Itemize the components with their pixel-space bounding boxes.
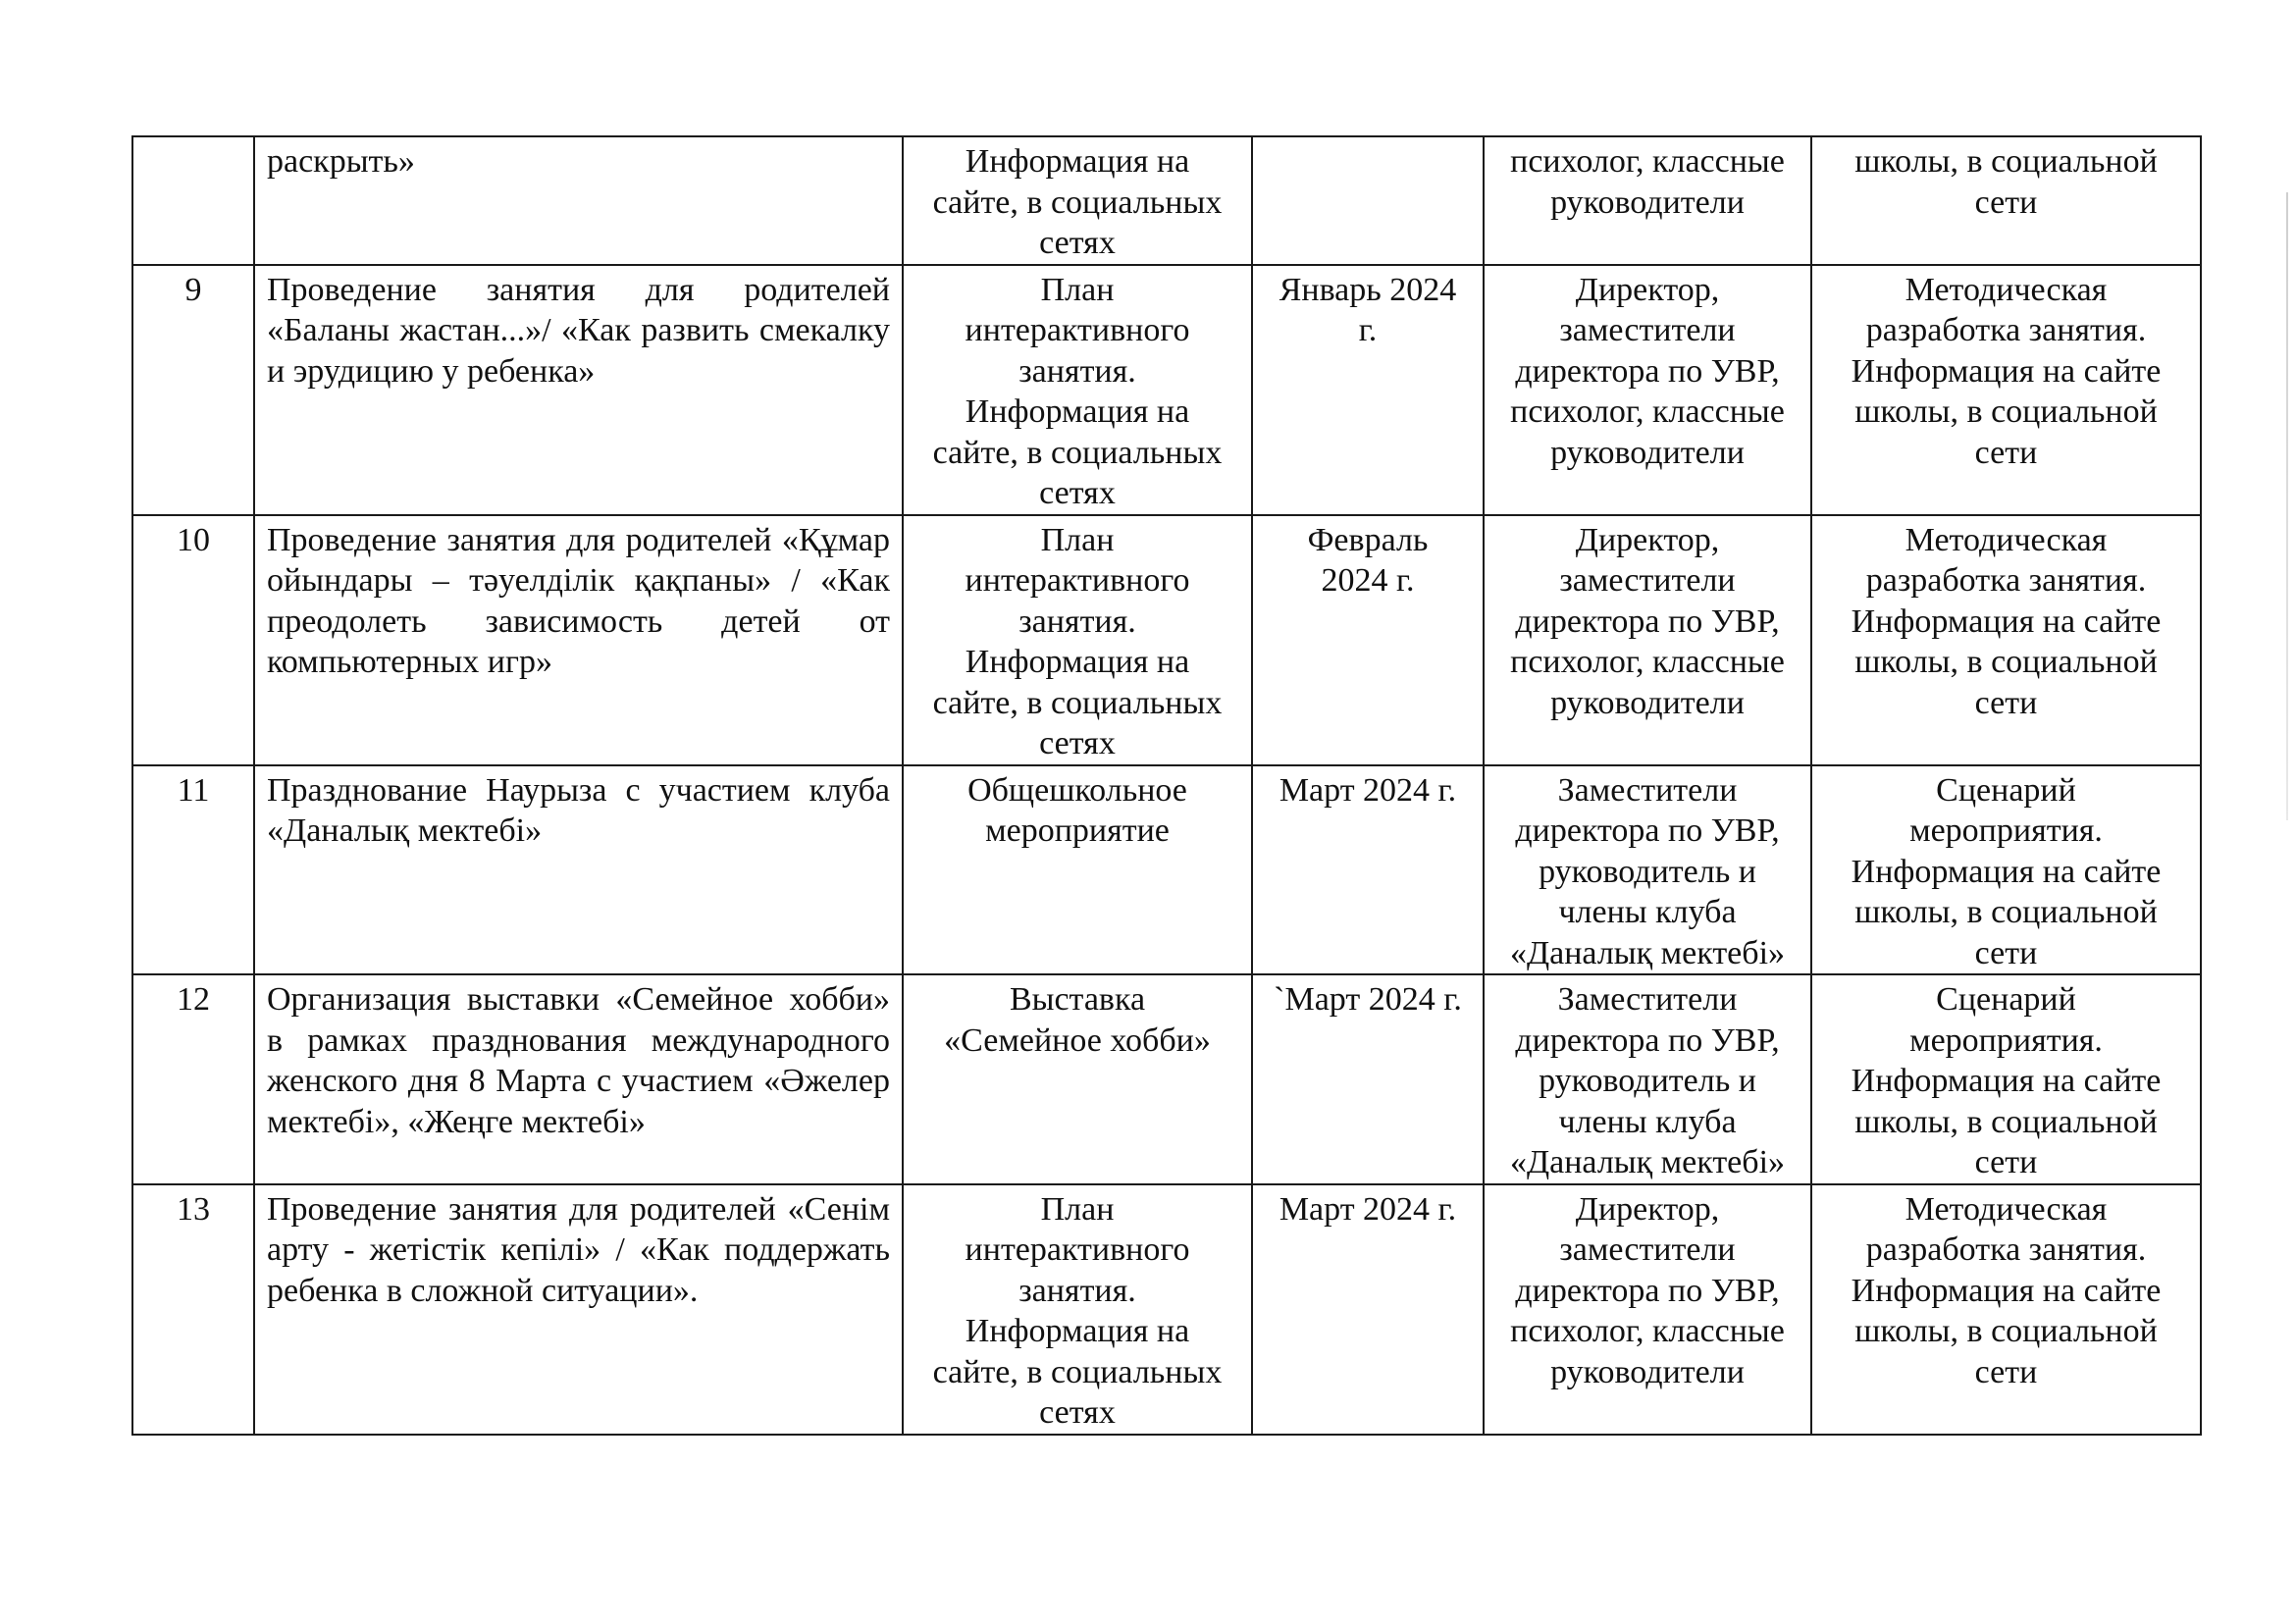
date-cell [1252,1184,1484,1435]
responsible-text: Заместители директора по УВР, руководитель и члены клуба «Даналық мектебі» [1509,771,1786,971]
form-cell [903,515,1252,765]
form-text: Информация на сайте, в социальных сетях [932,143,1223,261]
result-cell [1811,765,2201,975]
result-text: школы, в социальной сети [1854,143,2158,221]
row-number: 13 [177,1190,210,1228]
table-row [132,515,2201,765]
form-cell [903,1184,1252,1435]
form-cell [903,974,1252,1184]
event-text: Проведение занятия для родителей «Сенім арту - жетістік кепілі» / «Как поддержать ребенка в сложной ситуации». [267,1190,890,1309]
responsible-text: Директор, заместители директора по УВР, психолог, классные руководители [1510,521,1785,721]
date-cell [1252,265,1484,515]
event-plan-table [131,135,2202,1436]
scan-edge-mark [2286,192,2288,820]
result-text: Сценарий мероприятия. Информация на сайте школы, в социальной сети [1851,981,2162,1180]
event-text: Празднование Наурыза с участием клуба «Даналық мектебі» [267,771,890,849]
responsible-cell [1484,765,1811,975]
form-text: Общешкольное мероприятие [967,771,1187,849]
responsible-text: Директор, заместители директора по УВР, психолог, классные руководители [1510,1190,1785,1390]
table-row [132,765,2201,975]
result-cell [1811,136,2201,265]
event-text: Проведение занятия для родителей «Құмар ойындары – тәуелділік қақпаны» / «Как преодолеть зависимость детей от компьютерных игр» [267,521,890,680]
responsible-cell [1484,265,1811,515]
result-text: Сценарий мероприятия. Информация на сайте школы, в социальной сети [1851,771,2162,971]
event-cell [254,974,903,1184]
table-row [132,974,2201,1184]
responsible-text: психолог, классные руководители [1510,143,1785,221]
result-text: Методическая разработка занятия. Информация на сайте школы, в социальной сети [1851,271,2162,471]
result-cell [1811,974,2201,1184]
row-number: 11 [177,771,210,809]
event-cell [254,765,903,975]
row-number-cell [132,1184,254,1435]
table-row [132,265,2201,515]
event-cell [254,515,903,765]
event-text: Организация выставки «Семейное хобби» в рамках празднования международного женского дня 8 Марта с участием «Әжелер мектебі», «Жеңге мектебі» [267,981,890,1140]
responsible-text: Заместители директора по УВР, руководитель и члены клуба «Даналық мектебі» [1509,981,1786,1180]
row-number: 12 [177,981,210,1018]
event-cell [254,265,903,515]
result-cell [1811,265,2201,515]
table-row [132,136,2201,265]
form-cell [903,265,1252,515]
row-number-cell [132,974,254,1184]
form-text: План интерактивного занятия. Информация на сайте, в социальных сетях [932,1190,1223,1431]
date-text: Март 2024 г. [1278,771,1457,809]
row-number-cell [132,765,254,975]
row-number-cell [132,136,254,265]
event-cell [254,136,903,265]
date-text: Январь 2024 г. [1278,271,1457,348]
date-text: Февраль 2024 г. [1307,521,1429,599]
table-row [132,1184,2201,1435]
responsible-cell [1484,1184,1811,1435]
form-text: Выставка «Семейное хобби» [944,981,1211,1059]
date-cell [1252,136,1484,265]
event-text: Проведение занятия для родителей «Баланы жастан...»/ «Как развить смекалку и эрудицию у ребенка» [267,271,890,390]
responsible-text: Директор, заместители директора по УВР, психолог, классные руководители [1510,271,1785,471]
result-text: Методическая разработка занятия. Информация на сайте школы, в социальной сети [1851,521,2162,721]
date-text: Март 2024 г. [1278,1190,1457,1228]
date-text: `Март 2024 г. [1274,981,1462,1018]
result-cell [1811,515,2201,765]
row-number-cell [132,515,254,765]
row-number-cell [132,265,254,515]
form-cell [903,765,1252,975]
result-text: Методическая разработка занятия. Информация на сайте школы, в социальной сети [1851,1190,2162,1390]
responsible-cell [1484,136,1811,265]
event-text: раскрыть» [267,143,415,180]
form-text: План интерактивного занятия. Информация на сайте, в социальных сетях [932,521,1223,761]
form-cell [903,136,1252,265]
result-cell [1811,1184,2201,1435]
date-cell [1252,765,1484,975]
date-cell [1252,515,1484,765]
date-cell [1252,974,1484,1184]
form-text: План интерактивного занятия. Информация на сайте, в социальных сетях [932,271,1223,511]
event-cell [254,1184,903,1435]
responsible-cell [1484,515,1811,765]
row-number: 9 [184,271,202,308]
row-number: 10 [177,521,210,558]
responsible-cell [1484,974,1811,1184]
